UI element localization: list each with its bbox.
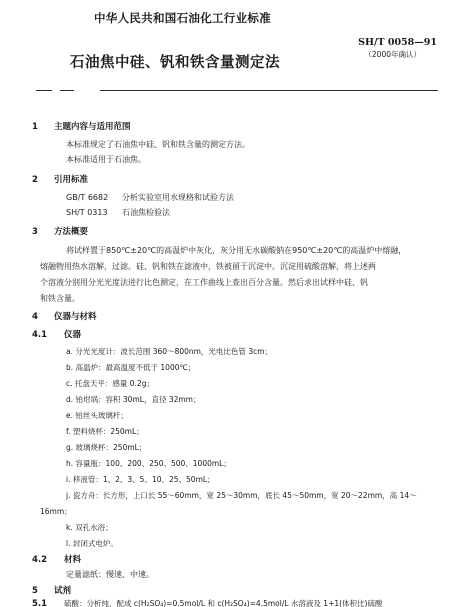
paragraph: 本标准规定了石油焦中硅、钒和铁含量的测定方法。	[66, 140, 250, 149]
instrument-item: c. 托盘天平：感量 0.2g；	[66, 379, 154, 388]
subsection-heading: 材料	[64, 555, 82, 565]
subsection-number: 5.1	[32, 599, 48, 607]
issuing-organization: 中华人民共和国石油化工行业标准	[94, 11, 271, 25]
header-rule	[100, 90, 438, 91]
document-title: 石油焦中硅、钒和铁含量测定法	[70, 55, 280, 71]
reference-code: SH/T 0313	[66, 208, 108, 217]
reference-title: 分析实验室用水规格和试验方法	[122, 193, 234, 202]
section-heading: 仪器与材料	[54, 312, 97, 322]
instrument-item: g. 玻璃烧杯：250mL；	[66, 443, 147, 452]
section-heading: 主题内容与适用范围	[54, 122, 131, 132]
instrument-item: l. 封闭式电炉。	[66, 539, 118, 548]
subsection-heading: 仪器	[64, 330, 82, 340]
paragraph-line: 硫酸：分析纯，配成 c(H₂SO₄)=0.5mol/L 和 c(H₂SO₄)=4.5mol/L 水溶液及 1+1(体积比)硫酸	[64, 599, 383, 607]
paragraph-line: 熔融物用热水溶解，过滤。硅、钒和铁在滤液中，铁被留于沉淀中。沉淀用硫酸溶解，将上述两	[40, 262, 376, 271]
instrument-item: h. 容量瓶：100、200、250、500、1000mL；	[66, 459, 231, 468]
instrument-item: a. 分光光度计：波长范围 360～800nm，光电比色管 3cm；	[66, 347, 273, 356]
header-rule	[36, 90, 52, 91]
instrument-item: d. 铂坩埚：容积 30mL，直径 32mm；	[66, 395, 201, 404]
section-number: 5	[32, 586, 38, 596]
reference-title: 石油焦检验法	[122, 208, 170, 217]
section-heading: 方法概要	[54, 227, 89, 237]
reference-code: GB/T 6682	[66, 193, 109, 202]
header-rule	[60, 90, 74, 91]
instrument-item: e. 铂丝头玻璃杆；	[66, 411, 128, 420]
section-heading: 试剂	[54, 586, 72, 596]
instrument-item: b. 高温炉：最高温度不低于 1000℃；	[66, 363, 196, 372]
section-number: 1	[32, 122, 38, 132]
subsection-number: 4.1	[32, 330, 48, 340]
instrument-item: f. 塑料烧杯：250mL；	[66, 427, 144, 436]
section-number: 3	[32, 227, 38, 237]
paragraph: 本标准适用于石油焦。	[66, 155, 146, 164]
paragraph-line: 个溶液分别用分光光度法进行比色测定，在工作曲线上查出百分含量。然后求出试样中硅、钒	[40, 278, 368, 287]
paragraph: 定量滤纸：慢速、中速。	[66, 570, 154, 579]
instrument-item-continued: 16mm；	[40, 507, 72, 516]
paragraph-line: 和铁含量。	[40, 294, 80, 303]
edition-note: （2000年确认）	[364, 50, 421, 59]
section-number: 4	[32, 312, 38, 322]
subsection-number: 4.2	[32, 555, 48, 565]
instrument-item: i. 移液管：1、2、3、5、10、25、50mL；	[66, 475, 215, 484]
instrument-item: j. 瓷方舟：长方形，上口长 55～60mm，宽 25～30mm，底长 45～50mm，宽 20～22mm，高 14～	[66, 491, 417, 500]
standard-code: SH/T 0058—91	[358, 37, 437, 48]
section-number: 2	[32, 175, 38, 185]
instrument-item: k. 双孔水浴；	[66, 523, 113, 532]
section-heading: 引用标准	[54, 175, 89, 185]
paragraph-line: 将试样置于850℃±20℃的高温炉中灰化，灰分用无水碳酸钠在950℃±20℃的高温炉中熔融，	[66, 246, 407, 255]
